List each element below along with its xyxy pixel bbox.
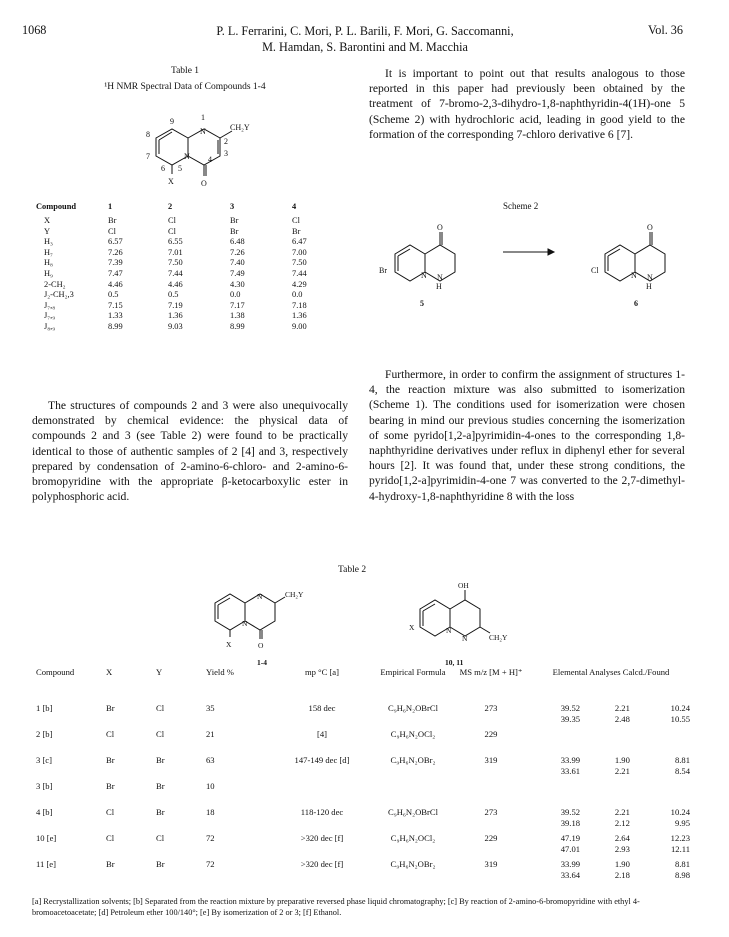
table1-row <box>36 269 336 280</box>
scheme2-label-5: 5 <box>420 299 424 308</box>
table2-struct-right-label: 10, 11 <box>445 658 464 667</box>
ea-calcd: 39.52 <box>560 807 581 817</box>
table2-row <box>36 807 696 833</box>
table2-cell-compound: 10 [e] <box>36 833 57 843</box>
table2-cell-ms: 319 <box>484 755 498 765</box>
table1-col: 1 <box>108 201 113 211</box>
authors-line-1: P. L. Ferrarini, C. Mori, P. L. Barili, F. Mori, G. Saccomanni, <box>216 24 514 38</box>
table2-cell-y: Cl <box>156 729 165 739</box>
table1-row <box>36 237 336 248</box>
atom-ch2y: CH₂Y <box>489 633 508 642</box>
table2-cell-ea <box>586 729 636 755</box>
atom-n: N <box>242 619 248 628</box>
table2 <box>36 667 696 885</box>
table1-cell: 0.0 <box>292 290 303 300</box>
table2-cell-formula: C₉H₆N₂OBrCl <box>387 703 439 713</box>
ea-calcd: 2.64 <box>614 833 630 843</box>
scheme2-diagram <box>370 216 690 311</box>
table1-cell: 1.38 <box>230 311 245 321</box>
atom-n: N <box>462 634 468 643</box>
table2-cell-mp: [4] <box>316 729 328 739</box>
svg-text:8: 8 <box>146 130 150 139</box>
ea-calcd: 33.99 <box>560 859 581 869</box>
table1-row-label: H₉ <box>44 268 53 278</box>
atom-n: N <box>647 273 653 282</box>
table1-cell: 9.00 <box>292 321 307 331</box>
table2-cell-mp: >320 dec [f] <box>300 859 344 869</box>
svg-text:N: N <box>184 152 190 161</box>
table2-h-ms: MS m/z [M + H]⁺ <box>459 667 523 677</box>
table1-cell: 7.26 <box>108 247 123 257</box>
ea-found: 8.54 <box>674 766 690 776</box>
table1-cell: 7.50 <box>168 258 183 268</box>
table2-cell-x: Cl <box>106 807 115 817</box>
table1-cell: 4.30 <box>230 279 245 289</box>
table1-cell: 8.99 <box>108 321 123 331</box>
table2-h-y: Y <box>156 667 163 677</box>
table2-cell-formula: C₉H₆N₂OBr₂ <box>390 859 436 869</box>
table2-row <box>36 729 696 755</box>
table2-cell-ms: 229 <box>484 833 498 843</box>
table2-cell-mp: >320 dec [f] <box>300 833 344 843</box>
table1-row-label: 2-CH₂ <box>44 279 66 289</box>
table2-cell-ea <box>636 781 696 807</box>
ea-calcd: 10.24 <box>670 807 690 817</box>
table1-row <box>36 216 336 227</box>
table2-header-row <box>36 667 696 703</box>
table2-row <box>36 859 696 885</box>
table1-cell: 7.50 <box>292 258 307 268</box>
table1-row-label: J₂-CH₂,3 <box>44 290 74 300</box>
table2-cell-y: Br <box>156 859 165 869</box>
table1-row <box>36 227 336 238</box>
table1-cell: 6.48 <box>230 237 245 247</box>
svg-text:4: 4 <box>208 155 212 164</box>
svg-text:O: O <box>201 179 207 188</box>
table2-cell-x: Br <box>106 755 115 765</box>
table1-cell: 7.26 <box>230 247 245 257</box>
ea-found: 39.35 <box>560 714 581 724</box>
table2-cell-ea <box>586 807 636 833</box>
ea-found: 12.11 <box>670 844 690 854</box>
table1-row-label: J₇,₈ <box>44 300 56 310</box>
atom-x: X <box>409 623 415 632</box>
table2-cell-ea <box>526 755 586 781</box>
table1-cell: Cl <box>108 226 116 236</box>
table1-col-compound: Compound <box>36 201 77 211</box>
table1-cell: 7.44 <box>292 268 307 278</box>
structure-labels <box>146 113 250 188</box>
table1-row <box>36 311 336 322</box>
table1-cell: 6.47 <box>292 237 307 247</box>
ea-found: 2.93 <box>614 844 630 854</box>
table2-cell-yield: 72 <box>206 833 215 843</box>
table2-cell-ea <box>636 729 696 755</box>
table1-cell: 8.99 <box>230 321 245 331</box>
table1-cell: Cl <box>168 226 176 236</box>
paragraph-right-top: It is important to point out that results analogous to those reported in this paper had previously been obtained by the treatment of 7-bromo-2,3-dihydro-1,8-naphthyridin-4(1H)-one 5 (Scheme 2) with hydrochloric acid, leading in good yield to the formation of the corresponding 7-chloro derivative 6 [7]. <box>369 67 685 141</box>
table1-row <box>36 280 336 291</box>
table2-cell-y: Br <box>156 755 165 765</box>
table1-row-label: Y <box>44 226 51 236</box>
table2-cell-mp: 118-120 dec <box>300 807 344 817</box>
table2-cell-ea <box>526 729 586 755</box>
svg-text:3: 3 <box>224 149 228 158</box>
table2-cell-formula: C₉H₆N₂OCl₂ <box>390 833 436 843</box>
table2-cell-formula: C₉H₆N₂OCl₂ <box>390 729 436 739</box>
ea-found: 33.64 <box>560 870 581 880</box>
table1-row-label: H₃ <box>44 237 53 247</box>
table2-cell-ms <box>456 781 526 807</box>
table2-cell-yield: 10 <box>206 781 215 791</box>
table1-cell: 7.01 <box>168 247 183 257</box>
svg-text:9: 9 <box>170 117 174 126</box>
table1-cell: 7.39 <box>108 258 123 268</box>
table1-row <box>36 301 336 312</box>
scheme2-title: Scheme 2 <box>503 201 539 211</box>
svg-text:N: N <box>200 127 206 136</box>
table2-cell-ea <box>636 807 696 833</box>
table1-cell: 7.00 <box>292 247 307 257</box>
table1-row <box>36 258 336 269</box>
atom-o: O <box>258 641 264 650</box>
table1-cell: Br <box>108 216 117 225</box>
table1-cell: 7.49 <box>230 268 245 278</box>
atom-o: O <box>647 223 653 232</box>
table2-row <box>36 755 696 781</box>
table1-cell: 0.0 <box>230 290 241 300</box>
table2-row <box>36 703 696 729</box>
table1-row <box>36 322 336 333</box>
atom-oh: OH <box>458 581 469 590</box>
table2-cell-mp: 158 dec <box>308 703 336 713</box>
table1-cell: Br <box>230 226 239 236</box>
scheme2-left-substituent: Br <box>379 266 387 275</box>
table2-cell-ea <box>636 755 696 781</box>
table2-cell-ea <box>586 859 636 885</box>
scheme2-right-substituent: Cl <box>591 266 599 275</box>
table2-cell-compound: 1 [b] <box>36 703 53 713</box>
table1-cell: 7.44 <box>168 268 183 278</box>
table2-cell-mp <box>274 781 370 807</box>
ea-found: 2.12 <box>614 818 630 828</box>
table1-cell: 4.46 <box>108 279 123 289</box>
ea-calcd: 2.21 <box>614 807 630 817</box>
table1-row-label: J₈,₉ <box>44 321 56 331</box>
table2-row <box>36 781 696 807</box>
table1-cell: 7.15 <box>108 300 123 310</box>
author-line <box>150 23 580 55</box>
page-number: 1068 <box>22 23 47 37</box>
ea-found: 2.48 <box>614 714 630 724</box>
table2-cell-y: Cl <box>156 833 165 843</box>
table2-cell-ms: 273 <box>484 703 498 713</box>
table1-header-row <box>36 198 336 216</box>
table2-struct-left-label: 1-4 <box>257 658 267 667</box>
table1-cell: 1.33 <box>108 311 123 321</box>
ea-calcd: 1.90 <box>614 859 630 869</box>
scheme2-label-6: 6 <box>634 299 638 308</box>
table1-col: 4 <box>292 201 297 211</box>
table1-cell: 4.29 <box>292 279 307 289</box>
table2-cell-y: Cl <box>156 703 165 713</box>
table1-cell: 0.5 <box>108 290 119 300</box>
table2-cell-ea <box>586 755 636 781</box>
table2-cell-x: Cl <box>106 833 115 843</box>
table1-cell: 7.19 <box>168 300 183 310</box>
ea-found: 8.98 <box>674 870 690 880</box>
ea-calcd: 10.24 <box>670 703 690 713</box>
table1-row-label: X <box>44 216 51 225</box>
table1-cell: 7.18 <box>292 300 307 310</box>
table2-cell-x: Cl <box>106 729 115 739</box>
table2-cell-yield: 18 <box>206 807 215 817</box>
table1-cell: 6.55 <box>168 237 183 247</box>
ea-found: 10.55 <box>670 714 690 724</box>
atom-o: O <box>437 223 443 232</box>
svg-text:5: 5 <box>178 164 182 173</box>
table2-cell-formula: C₉H₆N₂OBrCl <box>387 807 439 817</box>
paragraph-left: The structures of compounds 2 and 3 were also unequivocally demonstrated by chemical evidence: the physical data of compounds 2 and 3 (see Table 2) were found to be practically identical to those of authentic samples of 2 [4] and 3, respectively prepared by condensation of 2-amino-6-chloro- and 2-amino-6-bromopyridine with the appropriate β-ketocarboxylic ester in polyphosphoric acid. <box>32 399 348 504</box>
atom-h: H <box>436 282 442 291</box>
table1-row-label: H₇ <box>44 247 53 257</box>
table2-cell-x: Br <box>106 703 115 713</box>
table1-row <box>36 290 336 301</box>
atom-n: N <box>421 271 427 280</box>
table1-col: 3 <box>230 201 235 211</box>
table2-title: Table 2 <box>338 565 367 575</box>
table1-title: Table 1 <box>170 66 200 76</box>
table2-cell-compound: 2 [b] <box>36 729 53 739</box>
table2-cell-ea <box>526 703 586 729</box>
paragraph-right-bottom: Furthermore, in order to confirm the assignment of structures 1-4, the reaction mixture was also submitted to isomerization (Scheme 1). The conditions used for isomerization were chosen bearing in mind our previous studies concerning the isomerization of some pyrido[1,2-a]pyrimidin-4-ones to the corresponding 1,8-naphthyridine derivatives under reflux in diphenyl ether for several hours [2]. It was found that, under these strong conditions, the pyrido[1,2-a]pyrimidin-4-one 7 was converted to the 2,7-dimethyl-4-hydroxy-1,8-naphthyridine 8 with the loss <box>369 368 685 503</box>
ea-calcd: 39.52 <box>560 703 581 713</box>
table2-cell-ea <box>586 781 636 807</box>
atom-h: H <box>646 282 652 291</box>
ea-found: 33.61 <box>560 766 581 776</box>
table1-cell: Br <box>292 226 301 236</box>
table1-cell: 7.40 <box>230 258 245 268</box>
table1-row-label: J₇,₉ <box>44 311 56 321</box>
table2-cell-compound: 11 [e] <box>36 859 56 869</box>
table2-cell-ea <box>526 833 586 859</box>
table2-cell-ea <box>636 703 696 729</box>
table2-cell-x: Br <box>106 781 115 791</box>
svg-text:2: 2 <box>224 137 228 146</box>
table2-cell-ea <box>586 703 636 729</box>
ea-calcd: 12.23 <box>670 833 690 843</box>
table2-cell-x: Br <box>106 859 115 869</box>
svg-text:6: 6 <box>161 164 165 173</box>
table2-cell-ea <box>586 833 636 859</box>
ea-found: 9.95 <box>674 818 690 828</box>
ea-calcd: 33.99 <box>560 755 581 765</box>
table2-h-x: X <box>106 667 113 677</box>
table1-cell: 0.5 <box>168 290 179 300</box>
table2-structures <box>205 575 535 667</box>
table1-col: 2 <box>168 201 173 211</box>
table2-h-yield: Yield % <box>206 667 234 677</box>
volume: Vol. 36 <box>648 23 683 37</box>
atom-ch2y: CH₂Y <box>285 590 304 599</box>
table2-cell-yield: 63 <box>206 755 215 765</box>
table2-cell-ea <box>526 807 586 833</box>
atom-x: X <box>226 640 232 649</box>
table2-cell-compound: 3 [b] <box>36 781 53 791</box>
table2-cell-ms: 273 <box>484 807 498 817</box>
table1-cell: 7.17 <box>230 300 245 310</box>
table2-cell-compound: 4 [b] <box>36 807 53 817</box>
table2-cell-ms: 229 <box>484 729 498 739</box>
ea-found: 2.18 <box>614 870 630 880</box>
ea-calcd: 2.21 <box>614 703 630 713</box>
table2-cell-ms: 319 <box>484 859 498 869</box>
table2-cell-yield: 72 <box>206 859 215 869</box>
ea-calcd: 8.81 <box>674 859 690 869</box>
table1-row-label: H₈ <box>44 258 53 268</box>
table1-cell: 1.36 <box>292 311 307 321</box>
table2-cell-formula: C₉H₆N₂OBr₂ <box>390 755 436 765</box>
table1-cell: 1.36 <box>168 311 183 321</box>
table2-h-formula: Empirical Formula <box>380 667 446 677</box>
atom-n: N <box>437 273 443 282</box>
table1-row <box>36 248 336 259</box>
table2-h-compound: Compound <box>36 667 75 677</box>
authors-line-2: M. Hamdan, S. Barontini and M. Macchia <box>262 40 468 54</box>
ea-calcd: 47.19 <box>560 833 581 843</box>
table2-h-mp: mp °C [a] <box>305 667 339 677</box>
table2-h-ea: Elemental Analyses Calcd./Found <box>552 667 670 677</box>
table2-cell-y: Br <box>156 807 165 817</box>
table2-cell-ea <box>636 833 696 859</box>
svg-text:X: X <box>168 177 174 186</box>
table2-cell-formula <box>370 781 456 807</box>
table1-cell: Cl <box>168 216 176 225</box>
ea-calcd: 8.81 <box>674 755 690 765</box>
atom-n: N <box>257 592 263 601</box>
svg-text:CH₂Y: CH₂Y <box>230 123 250 132</box>
svg-text:7: 7 <box>146 152 150 161</box>
ea-found: 2.21 <box>614 766 630 776</box>
ea-found: 39.18 <box>560 818 581 828</box>
table1-structure <box>128 104 258 200</box>
table1-cell: 4.46 <box>168 279 183 289</box>
table1-cell: Cl <box>292 216 300 225</box>
table1-cell: 7.47 <box>108 268 123 278</box>
table2-cell-y: Br <box>156 781 165 791</box>
table2-cell-yield: 21 <box>206 729 215 739</box>
table2-cell-compound: 3 [c] <box>36 755 52 765</box>
table1-cell: Br <box>230 216 239 225</box>
ea-calcd: 1.90 <box>614 755 630 765</box>
ea-found: 47.01 <box>560 844 581 854</box>
table1-cell: 9.03 <box>168 321 183 331</box>
table1-cell: 6.57 <box>108 237 123 247</box>
table2-row <box>36 833 696 859</box>
table1 <box>36 198 336 333</box>
table2-cell-mp: 147-149 dec [d] <box>294 755 350 765</box>
table2-footnote: [a] Recrystallization solvents; [b] Separated from the reaction mixture by preparative reversed phase liquid chromatography; [c] By reaction of 2-amino-6-bromopyridine with ethyl 4-bromoacetoacetate; [d] Petroleum ether 100/140°; [e] By isomerization of 2 or 3; [f] Ethanol. <box>32 897 640 917</box>
svg-text:1: 1 <box>201 113 205 122</box>
table2-cell-ea <box>636 859 696 885</box>
table2-cell-ea <box>526 859 586 885</box>
atom-n: N <box>631 271 637 280</box>
table2-cell-ea <box>526 781 586 807</box>
table1-subtitle: ¹H NMR Spectral Data of Compounds 1-4 <box>104 82 266 92</box>
table2-cell-yield: 35 <box>206 703 215 713</box>
atom-n: N <box>446 626 452 635</box>
